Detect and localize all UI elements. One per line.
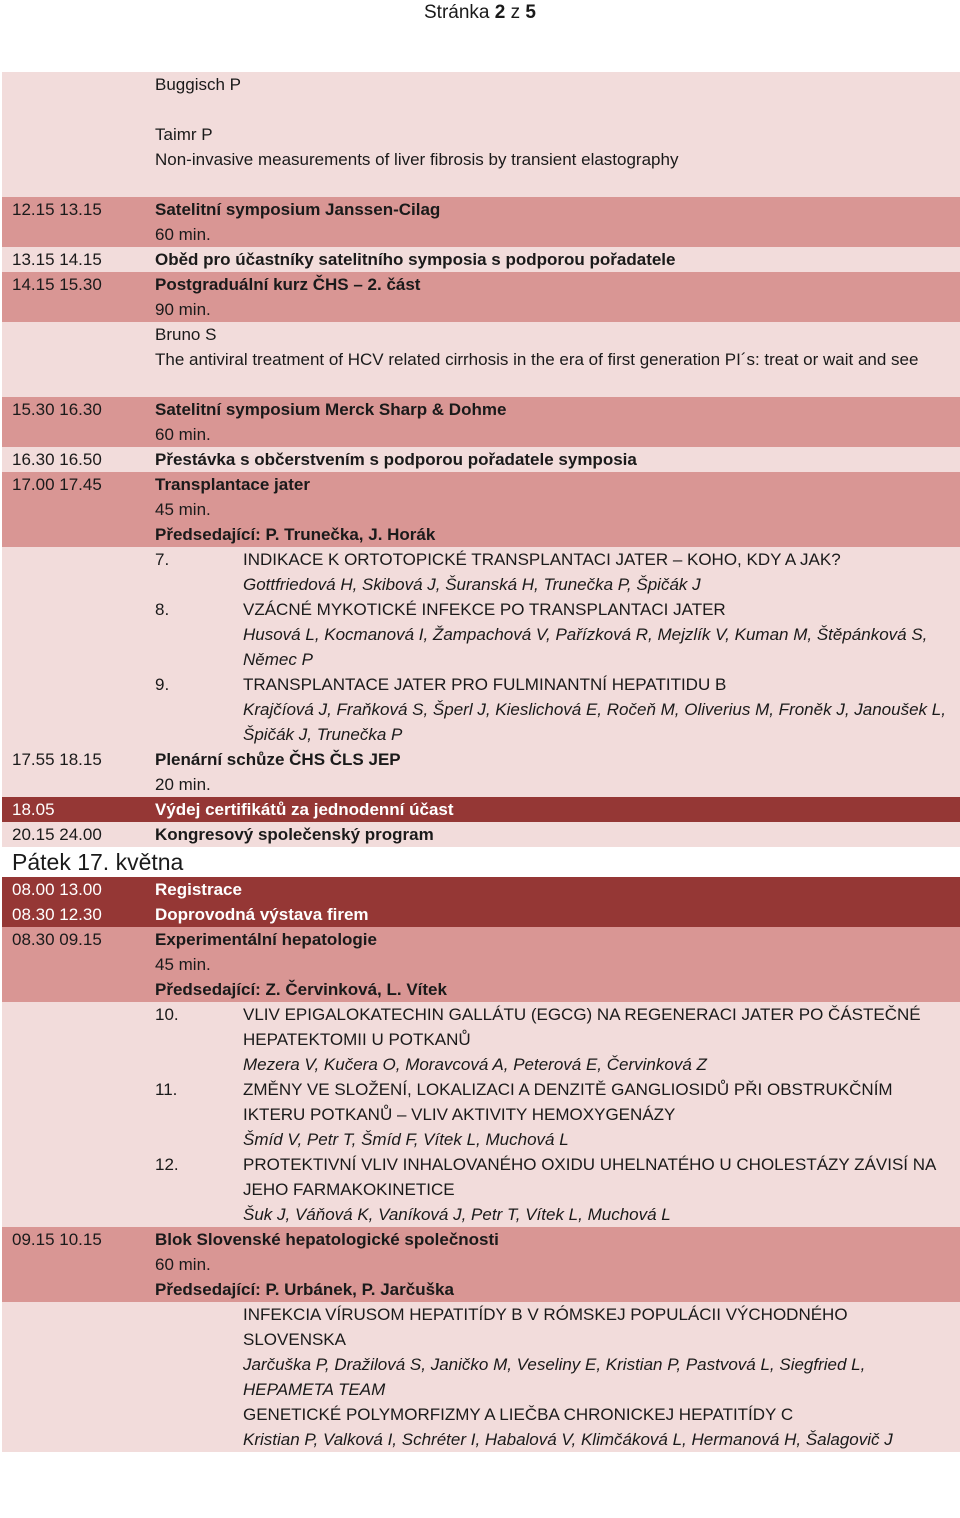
- time-slot: 08.30 09.15: [12, 930, 102, 949]
- time-slot: 13.15 14.15: [12, 250, 102, 269]
- session-text: 60 min.: [155, 1255, 211, 1274]
- session-text: 45 min.: [155, 500, 211, 519]
- session-content: [155, 797, 960, 822]
- talk-list-row: [2, 1002, 960, 1227]
- talk-number: 7.: [155, 550, 170, 569]
- talk-authors: Šmíd V, Petr T, Šmíd F, Vítek L, Muchová L: [243, 1130, 569, 1149]
- session-content: [155, 822, 960, 847]
- session-title: Kongresový společenský program: [155, 825, 434, 844]
- session-text: [155, 172, 946, 197]
- talk-authors: Kristian P, Valková I, Schréter I, Habalová V, Klimčáková L, Hermanová H, Šalagovič J: [243, 1430, 893, 1449]
- talk-authors: Krajčíová J, Fraňková S, Šperl J, Kieslichová E, Ročeň M, Oliverius M, Froněk J, Janoušek L, Špičák J, Trunečka P: [243, 700, 946, 744]
- session-text: 90 min.: [155, 300, 211, 319]
- session-text: Non-invasive measurements of liver fibrosis by transient elastography: [155, 150, 679, 169]
- session-content: [155, 272, 960, 322]
- talk-item: [155, 1402, 946, 1452]
- schedule-row: [2, 247, 960, 272]
- session-title: Registrace: [155, 880, 242, 899]
- talk-item: [155, 597, 946, 672]
- schedule-row: [2, 822, 960, 847]
- schedule-row: [2, 197, 960, 247]
- session-content: [155, 902, 960, 927]
- day-heading: Pátek 17. května: [12, 849, 184, 875]
- talk-authors: Mezera V, Kučera O, Moravcová A, Peterová E, Červinková Z: [243, 1055, 707, 1074]
- talk-number: [155, 1402, 243, 1452]
- session-title: Blok Slovenské hepatologické společnosti: [155, 1230, 499, 1249]
- session-content: [155, 1002, 960, 1227]
- talk-title: GENETICKÉ POLYMORFIZMY A LIEČBA CHRONICKEJ HEPATITÍDY C: [243, 1405, 794, 1424]
- session-title: Doprovodná výstava firem: [155, 905, 369, 924]
- page-current: 2: [494, 2, 506, 23]
- session-text: [155, 372, 946, 397]
- session-text: Bruno S: [155, 325, 217, 344]
- session-title: Plenární schůze ČHS ČLS JEP: [155, 750, 401, 769]
- schedule-row: [2, 927, 960, 1002]
- session-title: Satelitní symposium Merck Sharp & Dohme: [155, 400, 507, 419]
- session-title: Předsedající: Z. Červinková, L. Vítek: [155, 980, 447, 999]
- schedule-row: [2, 747, 960, 797]
- talk-item: [155, 1302, 946, 1402]
- talk-title: PROTEKTIVNÍ VLIV INHALOVANÉHO OXIDU UHELNATÉHO U CHOLESTÁZY ZÁVISÍ NA JEHO FARMAKOKINETICE: [243, 1155, 936, 1199]
- session-text: Buggisch P: [155, 75, 241, 94]
- session-title: Postgraduální kurz ČHS – 2. část: [155, 275, 421, 294]
- talk-number: 10.: [155, 1005, 179, 1024]
- session-content: [155, 927, 960, 1002]
- session-content: [155, 547, 960, 747]
- schedule-row: [2, 797, 960, 822]
- talk-item: [155, 1077, 946, 1152]
- talk-title: INFEKCIA VÍRUSOM HEPATITÍDY B V RÓMSKEJ POPULÁCII VÝCHODNÉHO SLOVENSKA: [243, 1305, 848, 1349]
- session-title: Oběd pro účastníky satelitního symposia s podporou pořadatele: [155, 250, 676, 269]
- session-text: Taimr P: [155, 125, 213, 144]
- day-heading-row: [2, 847, 960, 877]
- time-slot: 17.00 17.45: [12, 475, 102, 494]
- session-text: The antiviral treatment of HCV related cirrhosis in the era of first generation PI´s: treat or wait and see: [155, 350, 919, 369]
- talk-number: 11.: [155, 1080, 178, 1099]
- talk-title: VZÁCNÉ MYKOTICKÉ INFEKCE PO TRANSPLANTACI JATER: [243, 600, 726, 619]
- time-slot: 16.30 16.50: [12, 450, 102, 469]
- session-text: 45 min.: [155, 955, 211, 974]
- schedule-row: [2, 447, 960, 472]
- time-slot: 20.15 24.00: [12, 825, 102, 844]
- time-slot: 12.15 13.15: [12, 200, 102, 219]
- session-title: Výdej certifikátů za jednodenní účast: [155, 800, 454, 819]
- schedule-row: [2, 322, 960, 397]
- page-of: z: [505, 2, 526, 23]
- session-content: [155, 472, 960, 547]
- schedule-row: [2, 902, 960, 927]
- talk-item: [155, 547, 946, 597]
- session-title: Transplantace jater: [155, 475, 310, 494]
- schedule-row: [2, 877, 960, 902]
- talk-number: [155, 1302, 243, 1402]
- talk-authors: Gottfriedová H, Skibová J, Šuranská H, Trunečka P, Špičák J: [243, 575, 701, 594]
- time-slot: 08.00 13.00: [12, 880, 102, 899]
- session-text: 20 min.: [155, 775, 211, 794]
- talk-item: [155, 1152, 946, 1227]
- talk-authors: Šuk J, Váňová K, Vaníková J, Petr T, Vítek L, Muchová L: [243, 1205, 671, 1224]
- schedule-row: [2, 472, 960, 547]
- talk-authors: Jarčuška P, Dražilová S, Janičko M, Veseliny E, Kristian P, Pastvová L, Siegfried L, HEPAMETA TEAM: [243, 1355, 866, 1399]
- time-slot: 17.55 18.15: [12, 750, 102, 769]
- talk-item: [155, 672, 946, 747]
- talk-number: 8.: [155, 600, 170, 619]
- page-total: 5: [525, 2, 536, 23]
- session-text: 60 min.: [155, 225, 211, 244]
- talk-list-row: [2, 1302, 960, 1452]
- session-content: [155, 447, 960, 472]
- session-content: [155, 1227, 960, 1302]
- session-content: [155, 397, 960, 447]
- talk-number: 9.: [155, 675, 170, 694]
- talk-title: VLIV EPIGALOKATECHIN GALLÁTU (EGCG) NA REGENERACI JATER PO ČÁSTEČNÉ HEPATEKTOMII U POTKANŮ: [243, 1005, 921, 1049]
- talk-title: TRANSPLANTACE JATER PRO FULMINANTNÍ HEPATITIDU B: [243, 675, 727, 694]
- talk-title: INDIKACE K ORTOTOPICKÉ TRANSPLANTACI JATER – KOHO, KDY A JAK?: [243, 550, 841, 569]
- session-content: [155, 322, 960, 397]
- program-schedule: [2, 72, 960, 1452]
- session-text: [155, 97, 946, 122]
- talk-title: ZMĚNY VE SLOŽENÍ, LOKALIZACI A DENZITĚ GANGLIOSIDŮ PŘI OBSTRUKČNÍM IKTERU POTKANŮ – VLIV AKTIVITY HEMOXYGENÁZY: [243, 1080, 893, 1124]
- time-slot: 14.15 15.30: [12, 275, 102, 294]
- session-content: [155, 197, 960, 247]
- page-label: Stránka: [424, 2, 495, 23]
- talk-authors: Husová L, Kocmanová I, Žampachová V, Pařízková R, Mejzlík V, Kuman M, Štěpánková S, Němec P: [243, 625, 928, 669]
- schedule-row: [2, 72, 960, 197]
- time-slot: 09.15 10.15: [12, 1230, 102, 1249]
- page-header: [0, 0, 960, 30]
- session-title: Předsedající: P. Trunečka, J. Horák: [155, 525, 436, 544]
- session-content: [155, 877, 960, 902]
- talk-number: 12.: [155, 1155, 179, 1174]
- session-title: Přestávka s občerstvením s podporou pořadatele symposia: [155, 450, 637, 469]
- session-content: [155, 747, 960, 797]
- talk-item: [155, 1002, 946, 1077]
- session-content: [155, 1302, 960, 1452]
- schedule-row: [2, 397, 960, 447]
- time-slot: 08.30 12.30: [12, 905, 102, 924]
- talk-list-row: [2, 547, 960, 747]
- session-content: [155, 72, 960, 197]
- time-slot: 18.05: [12, 800, 55, 819]
- time-slot: 15.30 16.30: [12, 400, 102, 419]
- schedule-row: [2, 272, 960, 322]
- session-title: Experimentální hepatologie: [155, 930, 377, 949]
- schedule-row: [2, 1227, 960, 1302]
- session-text: 60 min.: [155, 425, 211, 444]
- session-title: Satelitní symposium Janssen-Cilag: [155, 200, 441, 219]
- session-title: Předsedající: P. Urbánek, P. Jarčuška: [155, 1280, 454, 1299]
- session-content: [155, 247, 960, 272]
